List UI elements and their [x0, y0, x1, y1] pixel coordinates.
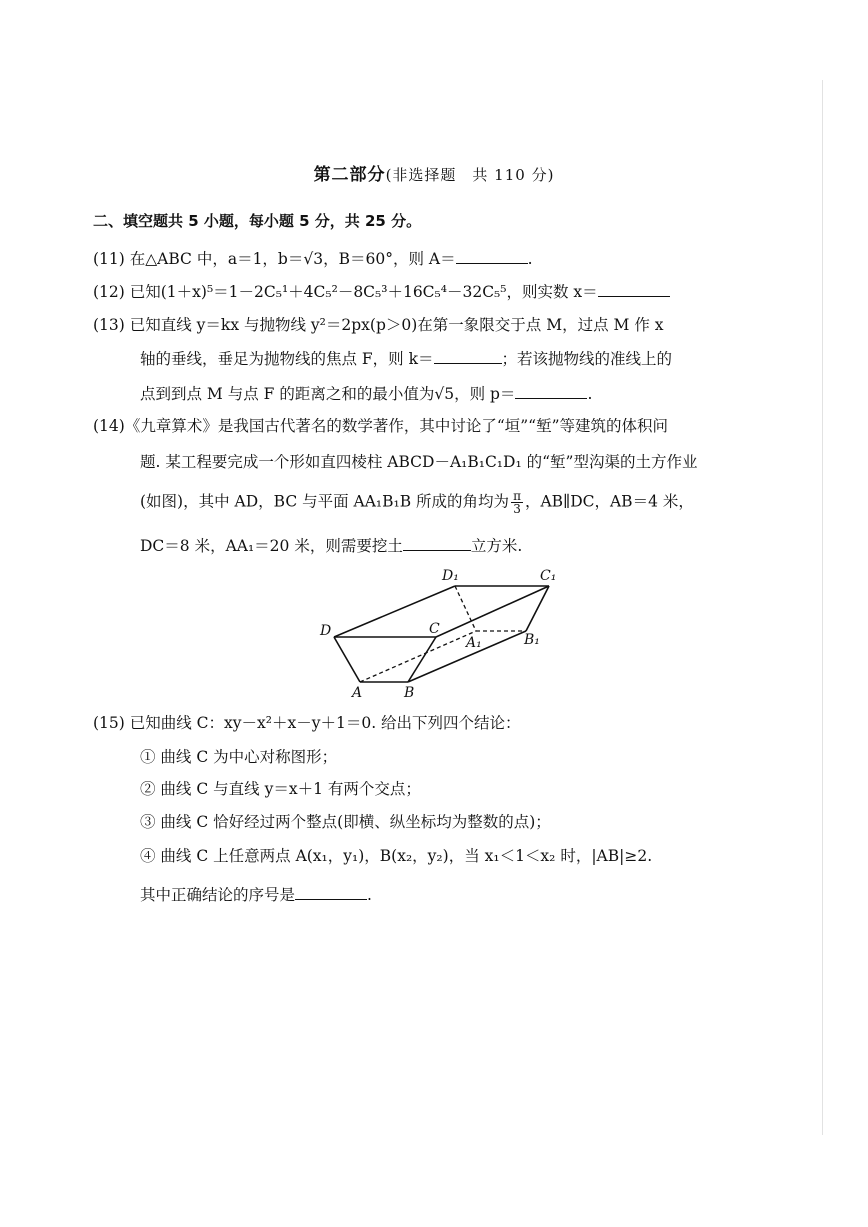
edge-C1-B1: [526, 586, 549, 631]
section-header: 二、填空题共 5 小题，每小题 5 分，共 25 分。: [93, 212, 422, 230]
q13-line2b: ；若该抛物线的准线上的: [501, 350, 673, 368]
question-13-line1: (13) 已知直线 y＝kx 与抛物线 y²＝2px(p＞0)在第一象限交于点 M，过点 M 作 x: [93, 316, 664, 334]
question-15-line1: (15) 已知曲线 C：xy－x²＋x－y＋1＝0. 给出下列四个结论：: [93, 714, 521, 732]
q14-line4a: DC＝8 米，AA₁＝20 米，则需要挖土: [140, 537, 403, 555]
label-D1: D₁: [442, 568, 459, 584]
label-D: D: [320, 623, 332, 639]
q12-text: (12) 已知(1＋x)⁵＝1－2C₅¹＋4C₅²－8C₅³＋16C₅⁴－32C₅⁵，则实数 x＝: [93, 283, 598, 301]
question-13-line3: 点到到点 M 与点 F 的距离之和的最小值为√5，则 p＝ .: [140, 382, 592, 405]
label-B1: B₁: [524, 632, 540, 648]
frac-numerator: π: [513, 489, 521, 503]
q14-line3a: (如图)，其中 AD，BC 与平面 AA₁B₁B 所成的角均为: [140, 492, 510, 511]
q15-final-line: 其中正确结论的序号是 .: [140, 883, 372, 906]
question-14-line2: 题. 某工程要完成一个形如直四棱柱 ABCD－A₁B₁C₁D₁ 的“堑”型沟渠的土方作业: [140, 453, 698, 471]
q15-option-4: ④ 曲线 C 上任意两点 A(x₁，y₁)，B(x₂，y₂)，当 x₁＜1＜x₂ 时，|AB|≥2.: [140, 847, 653, 865]
q13-line2a: 轴的垂线，垂足为抛物线的焦点 F，则 k＝: [140, 350, 434, 368]
edge-D-A: [334, 637, 360, 682]
q15-last-text: 其中正确结论的序号是: [140, 886, 296, 904]
q15-answer-blank[interactable]: [295, 883, 367, 900]
q15-option-3: ③ 曲线 C 恰好经过两个整点(即横、纵坐标均为整数的点)；: [140, 813, 551, 831]
label-C: C: [429, 621, 440, 637]
prism-solid-edges: [334, 586, 549, 682]
part-title-text: 第二部分: [313, 165, 386, 185]
label-B: B: [404, 685, 415, 701]
edge-C-C1: [436, 586, 549, 637]
edge-A-A1: [360, 631, 476, 682]
q11-text: (11) 在△ABC 中，a＝1，b＝√3，B＝60°，则 A＝: [93, 250, 456, 268]
part-subtitle: (非选择题 共 110 分): [385, 166, 555, 184]
q15-option-1: ① 曲线 C 为中心对称图形；: [140, 748, 338, 766]
label-A1: A₁: [466, 635, 482, 651]
label-C1: C₁: [540, 568, 557, 584]
q15-option-2: ② 曲线 C 与直线 y＝x＋1 有两个交点；: [140, 780, 421, 798]
question-14-line1: (14)《九章算术》是我国古代著名的数学著作，其中讨论了“垣”“堑”等建筑的体积问: [93, 417, 669, 435]
question-11: (11) 在△ABC 中，a＝1，b＝√3，B＝60°，则 A＝ .: [93, 247, 533, 270]
q14-line3b: ，AB∥DC，AB＝4 米，: [524, 492, 694, 511]
q13-line3: 点到到点 M 与点 F 的距离之和的最小值为√5，则 p＝: [140, 385, 516, 403]
label-A: A: [352, 685, 363, 701]
q14-line4b: 立方米.: [470, 537, 523, 555]
frac-denominator: 3: [513, 502, 521, 516]
